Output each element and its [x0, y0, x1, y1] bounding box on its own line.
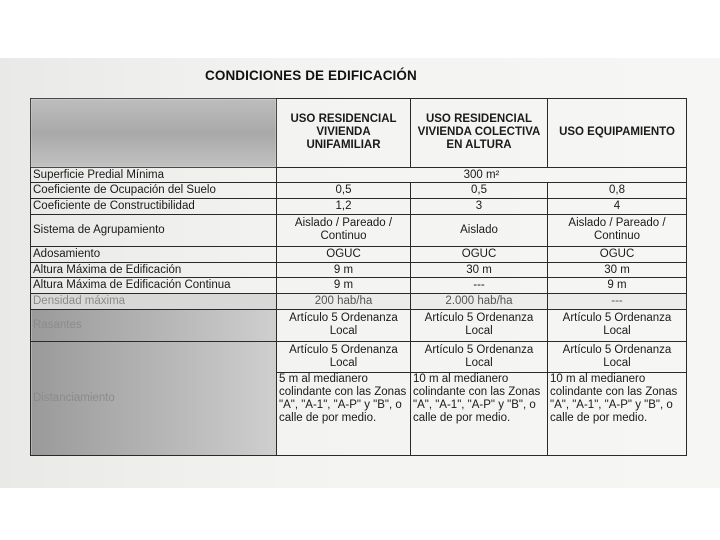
table-row — [31, 215, 687, 247]
row-label: Rasantes — [31, 310, 277, 342]
table-cell: 9 m — [548, 278, 687, 294]
row-label: Adosamiento — [31, 246, 277, 262]
table-cell: 4 — [548, 199, 687, 215]
table-cell: 2.000 hab/ha — [411, 294, 548, 310]
table-cell: 0,8 — [548, 183, 687, 199]
table-cell: 30 m — [548, 262, 687, 278]
table-cell: Artículo 5 Ordenanza Local — [277, 341, 411, 373]
table-cell: Aislado / Pareado / Continuo — [277, 215, 411, 247]
column-header-equipamiento: USO EQUIPAMIENTO — [548, 99, 687, 168]
column-header-colectiva: USO RESIDENCIAL VIVIENDA COLECTIVA EN ALTURA — [411, 99, 548, 168]
row-label: Altura Máxima de Edificación Continua — [31, 278, 277, 294]
table-row — [31, 199, 687, 215]
table-cell: 5 m al medianero colindante con las Zonas "A", "A-1", "A-P" y "B", o calle de por medio. — [277, 373, 411, 456]
table-cell: 3 — [411, 199, 548, 215]
table-cell: Artículo 5 Ordenanza Local — [548, 310, 687, 342]
row-label: Densidad máxima — [31, 294, 277, 310]
table-cell: 0,5 — [277, 183, 411, 199]
table-cell: Aislado / Pareado / Continuo — [548, 215, 687, 247]
row-label: Altura Máxima de Edificación — [31, 262, 277, 278]
header-row — [31, 99, 687, 168]
row-label: Sistema de Agrupamiento — [31, 215, 277, 247]
table-cell: 9 m — [277, 278, 411, 294]
conditions-table — [30, 98, 687, 456]
row-label: Coeficiente de Constructibilidad — [31, 199, 277, 215]
table-cell: Artículo 5 Ordenanza Local — [277, 310, 411, 342]
table-cell: OGUC — [411, 246, 548, 262]
table-cell: 10 m al medianero colindante con las Zonas "A", "A-1", "A-P" y "B", o calle de por medio. — [411, 373, 548, 456]
table-row — [31, 246, 687, 262]
table-cell: Artículo 5 Ordenanza Local — [411, 341, 548, 373]
table-row — [31, 262, 687, 278]
table-cell: Aislado — [411, 215, 548, 247]
table-row — [31, 183, 687, 199]
table-row — [31, 167, 687, 183]
table-row — [31, 278, 687, 294]
table-cell: Artículo 5 Ordenanza Local — [411, 310, 548, 342]
row-label: Distanciamiento — [31, 341, 277, 455]
document-title: CONDICIONES DE EDIFICACIÓN — [205, 68, 417, 83]
table-cell: 200 hab/ha — [277, 294, 411, 310]
table-row — [31, 310, 687, 342]
row-label: Coeficiente de Ocupación del Suelo — [31, 183, 277, 199]
table-cell: --- — [548, 294, 687, 310]
table-cell: 0,5 — [411, 183, 548, 199]
table-cell: 30 m — [411, 262, 548, 278]
table-cell: 9 m — [277, 262, 411, 278]
table-cell: --- — [411, 278, 548, 294]
column-header-unifamiliar: USO RESIDENCIAL VIVIENDA UNIFAMILIAR — [277, 99, 411, 168]
table-cell: OGUC — [277, 246, 411, 262]
table-cell: OGUC — [548, 246, 687, 262]
table-cell: 300 m² — [277, 167, 687, 183]
table-cell: 1,2 — [277, 199, 411, 215]
table-row — [31, 294, 687, 310]
row-label: Superficie Predial Mínima — [31, 167, 277, 183]
table-row — [31, 341, 687, 373]
table-cell: 10 m al medianero colindante con las Zonas "A", "A-1", "A-P" y "B", o calle de por medio. — [548, 373, 687, 456]
table-cell: Artículo 5 Ordenanza Local — [548, 341, 687, 373]
blurred-corner-cell — [31, 99, 277, 168]
